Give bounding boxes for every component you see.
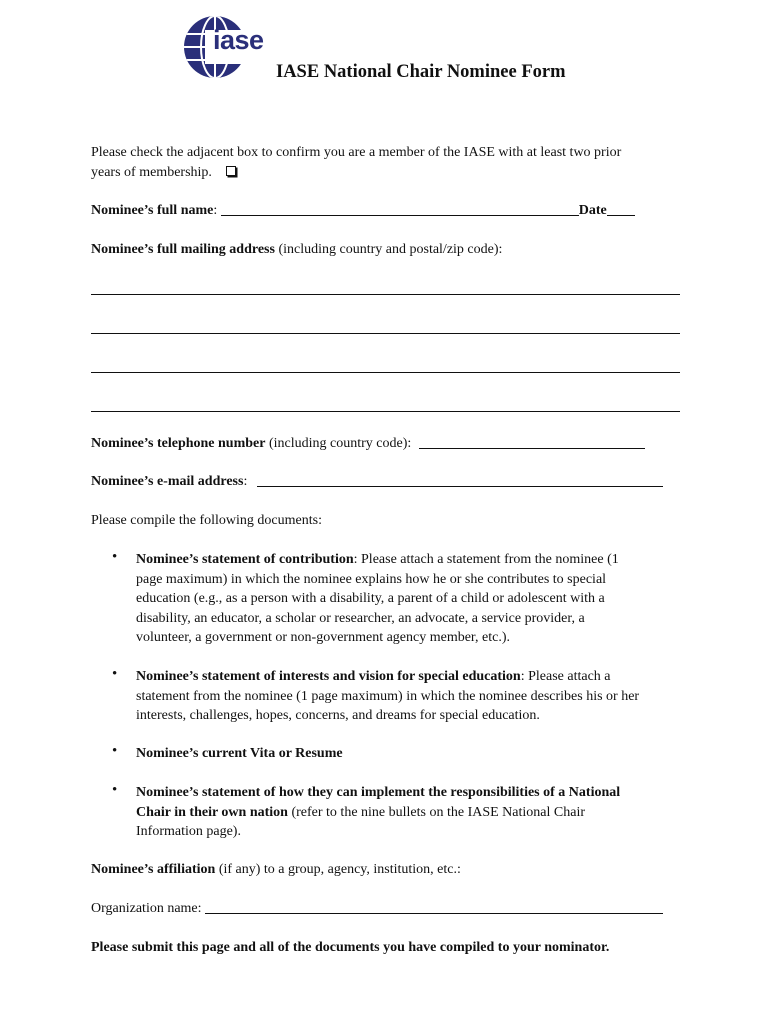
item-1-line-5: volunteer, a government or non-government agency member, etc.). [136,630,511,645]
form-title: IASE National Chair Nominee Form [276,62,566,82]
logo-text: iase [213,25,264,55]
organization-field[interactable] [205,900,663,914]
document-item-contribution [136,550,681,648]
bullet-icon: • [112,666,118,682]
item-4-line-2: Information page). [136,824,241,839]
membership-line-2: years of membership. [91,164,212,180]
submit-instruction [91,938,681,958]
address-line-2[interactable] [91,333,680,334]
document-item-vision [136,667,681,726]
item-1-line-2: page maximum) in which the nominee explains how he or she contributes to special [136,571,607,587]
bullet-icon: • [112,549,118,565]
submit-text: Please submit this page and all of the documents you have compiled to your nominator. [91,940,610,955]
item-4-line-1: (refer to the nine bullets on the IASE National Chair [287,804,585,820]
address-line-1[interactable] [91,294,680,295]
document-item-implementation [136,783,681,842]
documents-intro: Please compile the following documents: [91,513,322,528]
affiliation-row [91,860,681,880]
email-row: Nominee’s e-mail address: [91,472,681,492]
telephone-label: Nominee’s telephone number [91,436,266,451]
membership-confirmation [91,143,681,182]
bullet-icon: • [112,782,118,798]
document-item-vita [136,744,681,764]
telephone-note: (including country code): [265,436,412,451]
membership-checkbox[interactable] [226,166,236,176]
full-name-label: Nominee’s full name [91,203,214,218]
email-label: Nominee’s e-mail address [91,474,244,489]
address-line-4[interactable] [91,411,680,412]
telephone-field[interactable] [419,435,645,449]
address-row [91,240,681,260]
membership-line-1: Please check the adjacent box to confirm you are a member of the IASE with at least two prior [91,145,622,160]
date-field[interactable] [607,202,635,216]
address-label: Nominee’s full mailing address [91,242,275,257]
item-2-line-2: statement from the nominee (1 page maximum) in which the nominee describes his or her [136,688,640,704]
address-note: (including country and postal/zip code): [274,242,503,257]
organization-row [91,899,681,919]
item-1-line-1: : Please attach a statement from the nominee (1 [353,552,619,567]
date-label: Date [578,203,607,218]
organization-label: Organization name: [91,901,202,916]
item-3-title: Nominee’s current Vita or Resume [136,746,343,761]
item-1-title: Nominee’s statement of contribution [136,552,354,567]
bullet-icon: • [112,743,118,759]
item-2-line-3: interests, challenges, hopes, concerns, and dreams for special education. [136,708,540,723]
item-1-line-3: education (e.g., as a person with a disability, a parent of a child or adolescent with a [136,591,605,606]
full-name-field[interactable] [221,202,579,216]
affiliation-note: (if any) to a group, agency, institution, etc.: [215,862,461,877]
item-4-title-2: Chair in their own nation [136,804,288,820]
item-1-line-4: disability, an educator, a scholar or researcher, an advocate, a service provider, a [136,610,585,626]
item-2-title: Nominee’s statement of interests and vision for special education [136,669,521,684]
email-field[interactable] [257,473,663,487]
telephone-row [91,434,681,454]
address-line-3[interactable] [91,372,680,373]
item-4-title-1: Nominee’s statement of how they can implement the responsibilities of a National [136,785,621,800]
full-name-row: Nominee’s full name: Date [91,201,681,221]
item-2-line-1: : Please attach a [520,669,611,684]
affiliation-label: Nominee’s affiliation [91,862,216,877]
